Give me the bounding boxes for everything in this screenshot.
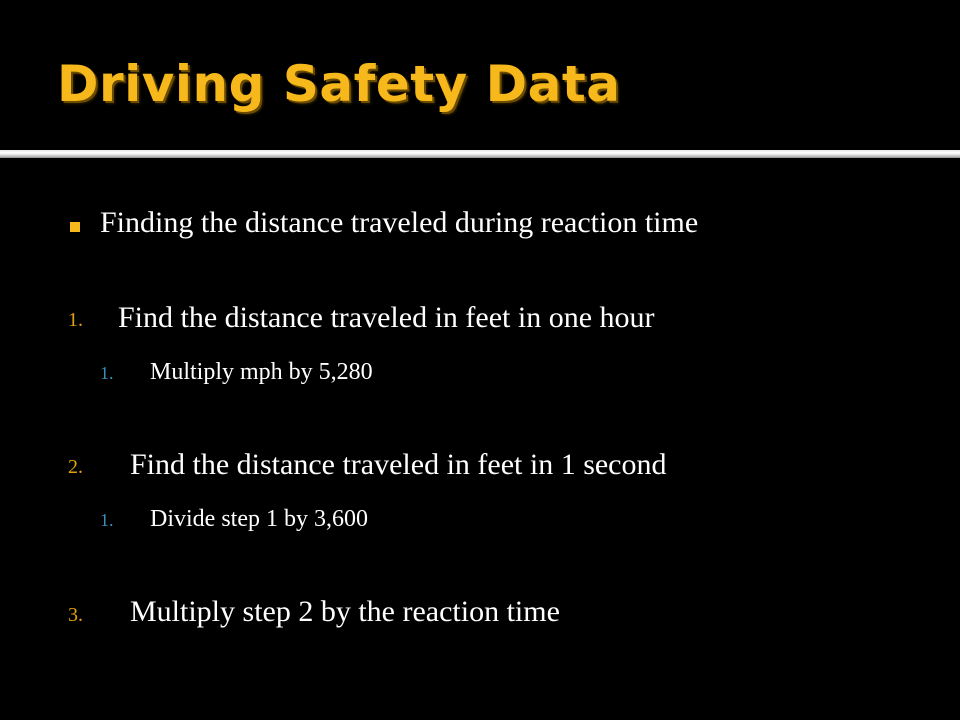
step-text: Multiply step 2 by the reaction time <box>130 595 560 628</box>
step-number: 3. <box>68 604 83 626</box>
slide-title: Driving Safety Data <box>57 55 621 113</box>
step-number: 1. <box>68 309 83 331</box>
step-text: Find the distance traveled in feet in one hour <box>118 301 655 334</box>
step-text: Find the distance traveled in feet in 1 second <box>130 448 667 481</box>
substep-number: 1. <box>100 363 114 383</box>
step-number: 2. <box>68 456 83 478</box>
title-divider <box>0 150 960 158</box>
substep-text: Divide step 1 by 3,600 <box>150 506 368 532</box>
substep-number: 1. <box>100 510 114 530</box>
square-bullet-icon <box>70 222 80 232</box>
substep-text: Multiply mph by 5,280 <box>150 359 373 385</box>
bullet-text: Finding the distance traveled during reaction time <box>100 206 699 239</box>
slide-content <box>0 158 960 720</box>
title-bar <box>0 0 960 150</box>
